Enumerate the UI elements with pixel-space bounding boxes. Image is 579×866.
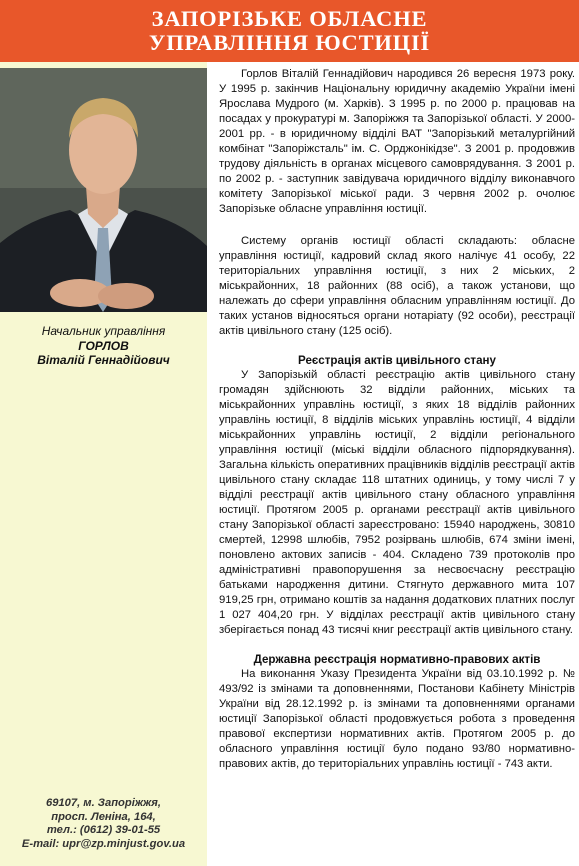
contact-street: просп. Леніна, 164, — [51, 810, 156, 823]
contact-info — [0, 797, 207, 851]
director-surname: ГОРЛОВ — [78, 338, 129, 353]
bio-paragraph: Горлов Віталій Геннадійович народився 26 вересня 1973 року. У 1995 р. закінчив Національну юридичну академію України імені Ярослава Мудрого (м. Харків). З 1995 р. по 2000 р. працював на посадах у прокуратурі м. Запоріжжя та Запорізької області. У 2000-2001 рр. - в юридичному відділі ВАТ "Запорізький металургійний комбінат "Запоріжсталь" ім. С. Орджонікідзе". З 2001 р. продовжив трудову діяльність в органах місцевого самоврядування. З 2001 р. по 2002 р. - заступник завідувача юридичного відділу виконавчого комітету Запорізької міської ради. З червня 2002 р. очолює Запорізьке обласне управління юстиції. — [219, 68, 575, 215]
article-body — [219, 67, 575, 772]
contact-phone: тел.: (0612) 39-01-55 — [46, 824, 161, 837]
contact-email: E-mail: upr@zp.minjust.gov.ua — [21, 837, 186, 850]
header-banner — [0, 0, 579, 62]
director-caption — [0, 324, 207, 368]
civil-registry-paragraph: У Запорізькій області реєстрацію актів цивільного стану громадян здійснюють 32 відділи районних, міських та міськрайонних управлінь юстиції, з яких 18 відділів районних управлінь юстиції, 8 відділів міських управлінь юстиції, 4 відділи міськрайонних управлінь юстиції, 2 відділи регіонального управління юстиції (міські відділи обласного підпорядкування). Загальна кількість оперативних працівників відділів реєстрації актів цивільного стану складає 118 штатних одиниць, у тому числі 7 у відділі реєстрації актів цивільного стану обласного управління юстиції. Протягом 2005 р. органами реєстрації актів цивільного стану Запорізької області зареєстровано: 15940 народжень, 30810 смертей, 12998 шлюбів, 7952 розірвань шлюбів, 674 зміни імені, поновлено актових записів - 404. Складено 739 протоколів про адміністративні правопорушення за несвоєчасну реєстрацію батьками народження дитини. Стягнуто державного мита 107 919,25 грн, отримано коштів за надання додаткових платних послуг 1 027 404,20 грн. У відділах реєстрації актів цивільного стану зберігається понад 43 тисячі книг реєстрації актів цивільного стану. — [219, 369, 575, 636]
system-paragraph: Систему органів юстиції області складають: обласне управління юстиції, кадровий склад якого налічує 41 особу, 22 територіальних управління юстиції, з них 2 міських, 2 міськрайонних, 18 районних (88 осіб), а також установи, що належать до сфери управління обласним управлінням юстиції. До таких установ відносяться органи нотаріату (92 особи), реєстрації актів цивільного стану (125 осіб). — [219, 235, 575, 337]
director-given-name: Віталій Геннадійович — [37, 353, 170, 367]
portrait-image — [0, 68, 207, 312]
portrait-photo — [0, 68, 207, 312]
normative-acts-paragraph: На виконання Указу Президента України від 03.10.1992 р. № 493/92 із змінами та доповненнями, Постанови Кабінету Міністрів України від 28.12.1992 р. із змінами та доповненнями органами юстиції Запорізької області продовжується робота з проведення правової експертизи нормативних актів. Протягом 2005 р. до обласного управління юстиції було подано 93/80 нормативно-правових актів, до територіальних управлінь юстиції - 743 акти. — [219, 668, 575, 770]
section-heading-civil-registry: Реєстрація актів цивільного стану — [298, 354, 496, 367]
section-heading-normative-acts: Державна реєстрація нормативно-правових актів — [253, 653, 541, 666]
contact-postcode-city: 69107, м. Запоріжжя, — [45, 797, 161, 809]
banner-title-line-2: УПРАВЛІННЯ ЮСТИЦІЇ — [148, 30, 431, 55]
director-position: Начальник управління — [41, 324, 166, 338]
banner-title-line-1: ЗАПОРІЗЬКЕ ОБЛАСНЕ — [151, 6, 428, 31]
